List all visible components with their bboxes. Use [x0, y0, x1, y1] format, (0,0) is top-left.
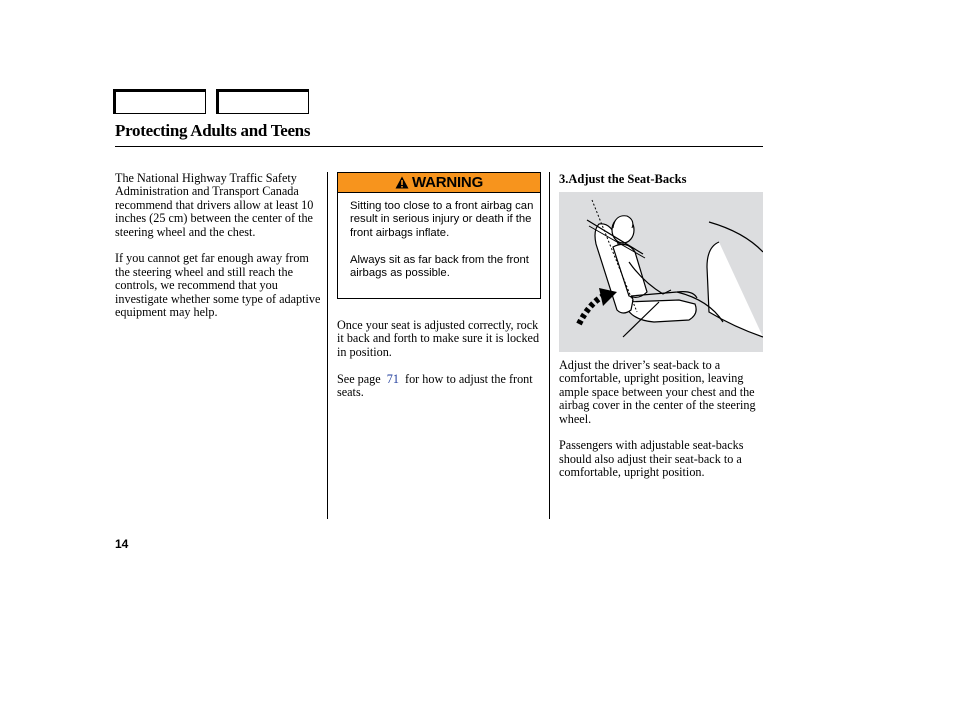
column-2: [337, 319, 545, 413]
col3-paragraph-2: Passengers with adjustable seat-backs should also adjust their seat-back to a comfortable, upright position.: [559, 438, 744, 480]
col1-paragraph-2: If you cannot get far enough away from the steering wheel and still reach the controls, we recommend that you investigate whether some type of adaptive equipment may help.: [115, 251, 321, 320]
warning-body: [350, 200, 536, 294]
title-divider: [115, 146, 763, 147]
warning-header: [338, 173, 540, 193]
see-page-suffix: for how to adjust the front seats.: [337, 371, 533, 400]
nav-tab-1[interactable]: [113, 89, 206, 114]
see-page-prefix: See page: [337, 371, 381, 386]
col2-see-page: [337, 373, 545, 400]
col1-paragraph-1: The National Highway Traffic Safety Administration and Transport Canada recommend that drivers allow at least 10 inches (25 cm) between the center of the steering wheel and the chest.: [115, 171, 314, 239]
column-divider-1: [327, 172, 328, 519]
warning-paragraph-2: Always sit as far back from the front airbags as possible.: [350, 253, 529, 280]
seat-back-adjustment-illustration: [559, 192, 763, 352]
seat-illustration-svg: [559, 192, 763, 352]
section-heading: 3.Adjust the Seat-Backs: [559, 172, 687, 186]
warning-label: WARNING: [411, 174, 484, 191]
page-title: Protecting Adults and Teens: [115, 121, 311, 140]
warning-triangle-icon: [395, 176, 409, 189]
warning-box: [337, 172, 541, 299]
nav-tab-2[interactable]: [216, 89, 309, 114]
col3-paragraph-1: Adjust the driver’s seat-back to a comfortable, upright position, leaving ample space between your chest and the airbag cover in the center of the steering wheel.: [559, 358, 756, 426]
page-number: 14: [115, 537, 129, 551]
column-3: [559, 359, 763, 493]
column-1: [115, 172, 323, 333]
warning-paragraph-1: Sitting too close to a front airbag can result in serious injury or death if the front airbags inflate.: [350, 200, 534, 239]
col2-paragraph-1: Once your seat is adjusted correctly, rock it back and forth to make sure it is locked in position.: [337, 318, 540, 359]
column-divider-2: [549, 172, 550, 519]
page-link-71[interactable]: 71: [386, 371, 399, 386]
